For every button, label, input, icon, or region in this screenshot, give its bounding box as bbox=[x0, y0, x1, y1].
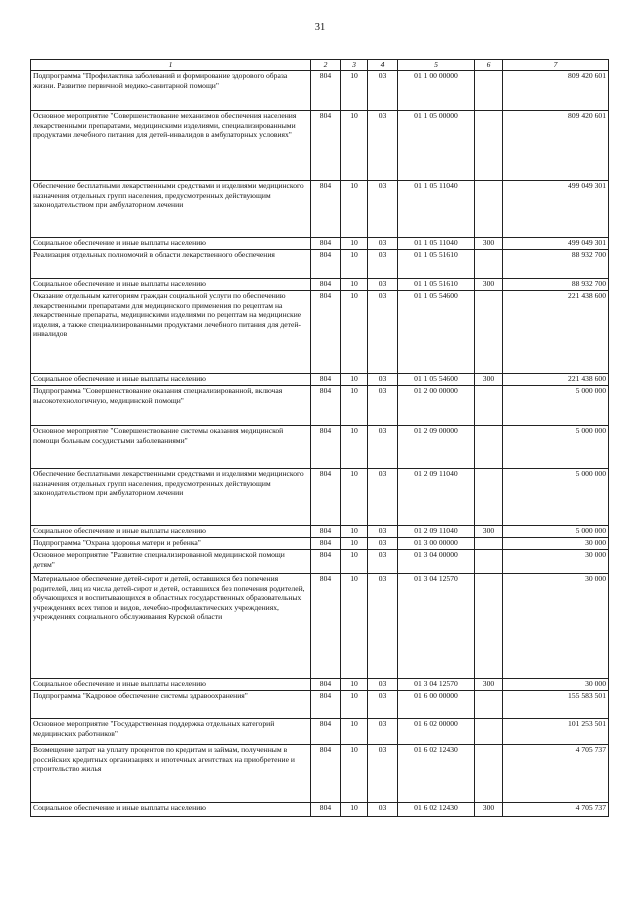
grbs-cell: 804 bbox=[311, 426, 341, 469]
amount-cell: 5 000 000 bbox=[503, 469, 609, 526]
amount-cell: 499 049 301 bbox=[503, 238, 609, 250]
expense-type-cell bbox=[475, 745, 503, 803]
amount-cell: 88 932 700 bbox=[503, 250, 609, 279]
expense-type-cell bbox=[475, 181, 503, 238]
grbs-cell: 804 bbox=[311, 250, 341, 279]
table-row bbox=[31, 386, 609, 426]
expense-type-cell bbox=[475, 71, 503, 111]
target-code-cell: 01 2 09 11040 bbox=[398, 469, 475, 526]
row-name-cell: Подпрограмма "Охрана здоровья матери и ребенка" bbox=[31, 538, 311, 550]
expense-type-cell: 300 bbox=[475, 679, 503, 691]
section-cell: 10 bbox=[341, 279, 368, 291]
table-row bbox=[31, 803, 609, 817]
target-code-cell: 01 6 02 12430 bbox=[398, 803, 475, 817]
table-row bbox=[31, 181, 609, 238]
amount-cell: 5 000 000 bbox=[503, 526, 609, 538]
target-code-cell: 01 2 09 11040 bbox=[398, 526, 475, 538]
target-code-cell: 01 1 00 00000 bbox=[398, 71, 475, 111]
grbs-cell: 804 bbox=[311, 469, 341, 526]
expense-type-cell bbox=[475, 691, 503, 719]
amount-cell: 499 049 301 bbox=[503, 181, 609, 238]
row-name-cell: Социальное обеспечение и иные выплаты населению bbox=[31, 679, 311, 691]
subsection-cell: 03 bbox=[368, 469, 398, 526]
subsection-cell: 03 bbox=[368, 426, 398, 469]
row-name-cell: Основное мероприятие "Совершенствование механизмов обеспечения населения лекарственными препаратами, медицинскими изделиями, специализированными продуктами лечебного питания для детей-инвалидов в амбулаторных условиях" bbox=[31, 111, 311, 181]
row-name-cell: Основное мероприятие "Государственная поддержка отдельных категорий медицинских работников" bbox=[31, 719, 311, 745]
expense-type-cell bbox=[475, 386, 503, 426]
target-code-cell: 01 1 05 00000 bbox=[398, 111, 475, 181]
subsection-cell: 03 bbox=[368, 719, 398, 745]
amount-cell: 221 438 600 bbox=[503, 291, 609, 374]
row-name-cell: Возмещение затрат на уплату процентов по кредитам и займам, полученным в российских кредитных организациях и ипотечных агентствах на приобретение и строительство жилья bbox=[31, 745, 311, 803]
grbs-cell: 804 bbox=[311, 719, 341, 745]
header-cell: 5 bbox=[398, 60, 475, 71]
section-cell: 10 bbox=[341, 291, 368, 374]
row-name-cell: Обеспечение бесплатными лекарственными средствами и изделиями медицинского назначения отдельных групп населения, предусмотренных действующим законодательством при амбулаторном лечении bbox=[31, 469, 311, 526]
grbs-cell: 804 bbox=[311, 679, 341, 691]
table-row bbox=[31, 745, 609, 803]
expense-type-cell bbox=[475, 426, 503, 469]
subsection-cell: 03 bbox=[368, 550, 398, 574]
amount-cell: 4 705 737 bbox=[503, 803, 609, 817]
section-cell: 10 bbox=[341, 803, 368, 817]
grbs-cell: 804 bbox=[311, 238, 341, 250]
table-row bbox=[31, 538, 609, 550]
expense-type-cell bbox=[475, 574, 503, 679]
expense-type-cell: 300 bbox=[475, 526, 503, 538]
section-cell: 10 bbox=[341, 374, 368, 386]
expense-type-cell bbox=[475, 719, 503, 745]
table-row bbox=[31, 374, 609, 386]
expense-type-cell bbox=[475, 469, 503, 526]
target-code-cell: 01 3 04 12570 bbox=[398, 679, 475, 691]
target-code-cell: 01 2 09 00000 bbox=[398, 426, 475, 469]
row-name-cell: Социальное обеспечение и иные выплаты населению bbox=[31, 238, 311, 250]
header-cell: 3 bbox=[341, 60, 368, 71]
target-code-cell: 01 1 05 11040 bbox=[398, 181, 475, 238]
section-cell: 10 bbox=[341, 111, 368, 181]
subsection-cell: 03 bbox=[368, 386, 398, 426]
grbs-cell: 804 bbox=[311, 386, 341, 426]
section-cell: 10 bbox=[341, 574, 368, 679]
grbs-cell: 804 bbox=[311, 279, 341, 291]
header-cell: 2 bbox=[311, 60, 341, 71]
expense-type-cell bbox=[475, 550, 503, 574]
grbs-cell: 804 bbox=[311, 691, 341, 719]
amount-cell: 5 000 000 bbox=[503, 426, 609, 469]
target-code-cell: 01 1 05 54600 bbox=[398, 374, 475, 386]
row-name-cell: Подпрограмма "Профилактика заболеваний и формирование здорового образа жизни. Развитие первичной медико-санитарной помощи" bbox=[31, 71, 311, 111]
budget-table bbox=[30, 59, 609, 817]
section-cell: 10 bbox=[341, 426, 368, 469]
subsection-cell: 03 bbox=[368, 538, 398, 550]
target-code-cell: 01 1 05 51610 bbox=[398, 279, 475, 291]
target-code-cell: 01 3 04 12570 bbox=[398, 574, 475, 679]
subsection-cell: 03 bbox=[368, 574, 398, 679]
subsection-cell: 03 bbox=[368, 374, 398, 386]
subsection-cell: 03 bbox=[368, 526, 398, 538]
target-code-cell: 01 6 02 12430 bbox=[398, 745, 475, 803]
table-row bbox=[31, 291, 609, 374]
amount-cell: 30 000 bbox=[503, 679, 609, 691]
table-row bbox=[31, 71, 609, 111]
subsection-cell: 03 bbox=[368, 250, 398, 279]
grbs-cell: 804 bbox=[311, 574, 341, 679]
grbs-cell: 804 bbox=[311, 71, 341, 111]
section-cell: 10 bbox=[341, 691, 368, 719]
section-cell: 10 bbox=[341, 238, 368, 250]
subsection-cell: 03 bbox=[368, 71, 398, 111]
expense-type-cell: 300 bbox=[475, 803, 503, 817]
row-name-cell: Социальное обеспечение и иные выплаты населению bbox=[31, 803, 311, 817]
target-code-cell: 01 2 00 00000 bbox=[398, 386, 475, 426]
header-cell: 1 bbox=[31, 60, 311, 71]
section-cell: 10 bbox=[341, 386, 368, 426]
amount-cell: 88 932 700 bbox=[503, 279, 609, 291]
subsection-cell: 03 bbox=[368, 679, 398, 691]
table-row bbox=[31, 238, 609, 250]
section-cell: 10 bbox=[341, 250, 368, 279]
row-name-cell: Социальное обеспечение и иные выплаты населению bbox=[31, 526, 311, 538]
section-cell: 10 bbox=[341, 181, 368, 238]
target-code-cell: 01 3 04 00000 bbox=[398, 550, 475, 574]
section-cell: 10 bbox=[341, 538, 368, 550]
subsection-cell: 03 bbox=[368, 691, 398, 719]
table-row bbox=[31, 426, 609, 469]
grbs-cell: 804 bbox=[311, 111, 341, 181]
row-name-cell: Социальное обеспечение и иные выплаты населению bbox=[31, 374, 311, 386]
amount-cell: 4 705 737 bbox=[503, 745, 609, 803]
row-name-cell: Социальное обеспечение и иные выплаты населению bbox=[31, 279, 311, 291]
target-code-cell: 01 6 02 00000 bbox=[398, 719, 475, 745]
expense-type-cell: 300 bbox=[475, 238, 503, 250]
row-name-cell: Подпрограмма "Совершенствование оказания специализированной, включая высокотехнологичную, медицинской помощи" bbox=[31, 386, 311, 426]
amount-cell: 221 438 600 bbox=[503, 374, 609, 386]
row-name-cell: Основное мероприятие "Развитие специализированной медицинской помощи детям" bbox=[31, 550, 311, 574]
section-cell: 10 bbox=[341, 745, 368, 803]
section-cell: 10 bbox=[341, 526, 368, 538]
subsection-cell: 03 bbox=[368, 181, 398, 238]
row-name-cell: Обеспечение бесплатными лекарственными средствами и изделиями медицинского назначения отдельных групп населения, предусмотренных действующим законодательством при амбулаторном лечении bbox=[31, 181, 311, 238]
amount-cell: 809 420 601 bbox=[503, 111, 609, 181]
row-name-cell: Основное мероприятие "Совершенствование системы оказания медицинской помощи больным сосудистыми заболеваниями" bbox=[31, 426, 311, 469]
table-row bbox=[31, 469, 609, 526]
page-number: 31 bbox=[314, 22, 326, 33]
table-row bbox=[31, 691, 609, 719]
grbs-cell: 804 bbox=[311, 550, 341, 574]
subsection-cell: 03 bbox=[368, 291, 398, 374]
section-cell: 10 bbox=[341, 550, 368, 574]
target-code-cell: 01 1 05 54600 bbox=[398, 291, 475, 374]
amount-cell: 809 420 601 bbox=[503, 71, 609, 111]
table-row bbox=[31, 719, 609, 745]
section-cell: 10 bbox=[341, 679, 368, 691]
row-name-cell: Подпрограмма "Кадровое обеспечение системы здравоохранения" bbox=[31, 691, 311, 719]
amount-cell: 155 583 501 bbox=[503, 691, 609, 719]
grbs-cell: 804 bbox=[311, 538, 341, 550]
amount-cell: 5 000 000 bbox=[503, 386, 609, 426]
table-row bbox=[31, 574, 609, 679]
grbs-cell: 804 bbox=[311, 374, 341, 386]
row-name-cell: Материальное обеспечение детей-сирот и детей, оставшихся без попечения родителей, лиц из числа детей-сирот и детей, оставшихся без попечения родителей, обучающихся и воспитывающихся в областных государственных образовательных учреждениях всех типов и видов, лечебно-профилактических учреждениях, учреждениях социального обслуживания Курской области bbox=[31, 574, 311, 679]
target-code-cell: 01 1 05 11040 bbox=[398, 238, 475, 250]
expense-type-cell: 300 bbox=[475, 279, 503, 291]
subsection-cell: 03 bbox=[368, 745, 398, 803]
amount-cell: 30 000 bbox=[503, 550, 609, 574]
header-cell: 7 bbox=[503, 60, 609, 71]
section-cell: 10 bbox=[341, 469, 368, 526]
expense-type-cell bbox=[475, 538, 503, 550]
table-row bbox=[31, 526, 609, 538]
grbs-cell: 804 bbox=[311, 526, 341, 538]
table-row bbox=[31, 111, 609, 181]
table-row bbox=[31, 250, 609, 279]
expense-type-cell bbox=[475, 250, 503, 279]
subsection-cell: 03 bbox=[368, 238, 398, 250]
row-name-cell: Оказание отдельным категориям граждан социальной услуги по обеспечению лекарственными препаратами для медицинского применения по рецептам на лекарственные препараты, медицинскими изделиями по рецептам на медицинские изделия, а также специализированными продуктами лечебного питания для детей-инвалидов bbox=[31, 291, 311, 374]
header-cell: 4 bbox=[368, 60, 398, 71]
target-code-cell: 01 1 05 51610 bbox=[398, 250, 475, 279]
amount-cell: 30 000 bbox=[503, 538, 609, 550]
grbs-cell: 804 bbox=[311, 181, 341, 238]
table-row bbox=[31, 279, 609, 291]
grbs-cell: 804 bbox=[311, 745, 341, 803]
expense-type-cell: 300 bbox=[475, 374, 503, 386]
grbs-cell: 804 bbox=[311, 803, 341, 817]
subsection-cell: 03 bbox=[368, 803, 398, 817]
target-code-cell: 01 3 00 00000 bbox=[398, 538, 475, 550]
row-name-cell: Реализация отдельных полномочий в области лекарственного обеспечения bbox=[31, 250, 311, 279]
section-cell: 10 bbox=[341, 71, 368, 111]
amount-cell: 101 253 501 bbox=[503, 719, 609, 745]
section-cell: 10 bbox=[341, 719, 368, 745]
table-row bbox=[31, 679, 609, 691]
table-row bbox=[31, 550, 609, 574]
amount-cell: 30 000 bbox=[503, 574, 609, 679]
expense-type-cell bbox=[475, 291, 503, 374]
grbs-cell: 804 bbox=[311, 291, 341, 374]
subsection-cell: 03 bbox=[368, 279, 398, 291]
target-code-cell: 01 6 00 00000 bbox=[398, 691, 475, 719]
header-cell: 6 bbox=[475, 60, 503, 71]
header-row bbox=[31, 60, 609, 71]
subsection-cell: 03 bbox=[368, 111, 398, 181]
expense-type-cell bbox=[475, 111, 503, 181]
